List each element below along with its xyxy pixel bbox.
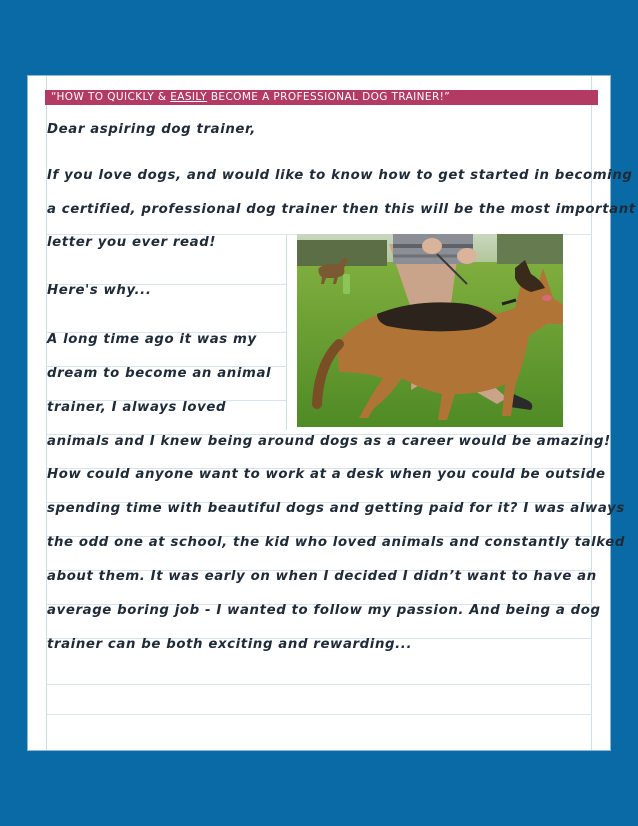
body-line: How could anyone want to work at a desk when you could be outside: [47, 467, 606, 482]
document-page: [28, 76, 636, 750]
body-line: Here's why...: [47, 283, 152, 298]
body-line: dream to become an animal: [47, 366, 272, 381]
headline-part-3: BECOME A PROFESSIONAL DOG TRAINER!”: [207, 91, 451, 103]
headline-part-1: “HOW TO QUICKLY &: [51, 91, 171, 103]
german-shepherd-illustration: [297, 234, 563, 427]
body-line: the odd one at school, the kid who loved animals and constantly talked: [47, 535, 626, 550]
guide-line: [46, 684, 592, 685]
body-line: a certified, professional dog trainer then this will be the most important: [47, 202, 636, 217]
guide-line: [286, 234, 287, 430]
body-line: about them. It was early on when I decided I didn’t want to have an: [47, 569, 597, 584]
headline-banner: [45, 90, 598, 105]
body-line: trainer can be both exciting and rewarding...: [47, 637, 413, 652]
greeting: Dear aspiring dog trainer,: [47, 122, 256, 137]
body-line: A long time ago it was my: [47, 332, 257, 347]
guide-line: [46, 714, 592, 715]
body-line: If you love dogs, and would like to know how to get started in becoming: [47, 168, 633, 183]
body-line: average boring job - I wanted to follow my passion. And being a dog: [47, 603, 601, 618]
body-line: letter you ever read!: [47, 235, 217, 250]
german-shepherd-photo: [297, 234, 563, 427]
body-line: animals and I knew being around dogs as a career would be amazing!: [47, 434, 611, 449]
body-line: trainer, I always loved: [47, 400, 227, 415]
body-line: spending time with beautiful dogs and getting paid for it? I was always: [47, 501, 625, 516]
headline-emphasis: EASILY: [170, 91, 208, 103]
